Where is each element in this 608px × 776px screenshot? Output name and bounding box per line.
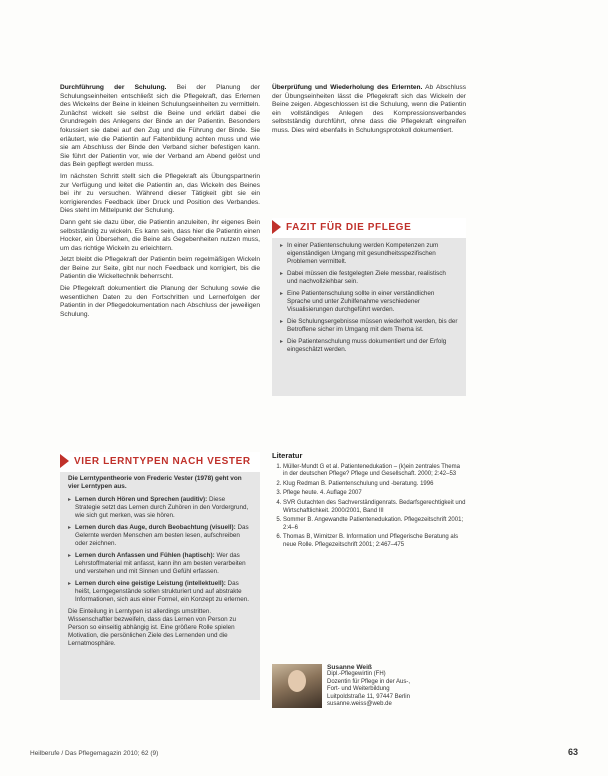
fazit-box: [272, 218, 466, 396]
fazit-heading: [272, 218, 466, 238]
list-item: [68, 496, 252, 520]
literature-item: 1. Müller-Mundt G et al. Patientenedukation – (k)ein zentrales Thema in der deutschen Pflege? Pflege und Gesellschaft. 2000; 2:42–53: [283, 464, 466, 479]
author-photo: [272, 664, 322, 708]
literature-heading: Literatur: [272, 451, 303, 460]
item-text: Das Gelernte werden Menschen am besten lesen, aufschreiben oder zeichnen.: [75, 524, 249, 547]
item-text: Diese Strategie setzt das Lernen durch Zuhören in den Vordergrund, wie sich gut merken, was sie hören.: [75, 496, 249, 519]
list-item: [68, 524, 252, 548]
literature-section: [272, 452, 466, 552]
author-line: Dipl.-Pflegewirtin (FH): [327, 671, 386, 678]
literature-item: 3. Pflege heute. 4. Auflage 2007: [283, 490, 466, 498]
paragraph-text: Ab Abschluss der Übungseinheiten lässt die Pflegekraft sich das Wickeln der Beine zeigen. Abgeschlossen ist die Schulung, wenn die Patientin ein vollständiges Anlegen des Kompressionsverbandes selbstständig durchführt, ohne dass die Pflegekraft eingreifen muss. Dies wird ebenfalls in Schulungsprotokoll dokumentiert.: [272, 84, 467, 134]
lerntypen-heading: [60, 452, 260, 472]
paragraph-lead: Überprüfung und Wiederholung des Erlernten.: [272, 84, 423, 91]
literature-item: 6. Thomas B, Wirnitzer B. Information und Pflegerische Beratung als neue Rolle. Pflegezeitschrift 2001; 2:467–475: [283, 534, 466, 549]
literature-item: 5. Sommer B. Angewandte Patientenedukation. Pflegezeitschrift 2001; 2:4–6: [283, 517, 466, 532]
paragraph: Jetzt bleibt die Pflegekraft der Patientin beim regelmäßigen Wickeln der Beine zur Seite, gibt nur noch Feedback und korrigiert, bis die Patientin die Wickeltechnik beherrscht.: [60, 256, 260, 281]
list-item: [68, 580, 252, 604]
lerntypen-box: [60, 452, 260, 700]
author-line: Fort- und Weiterbildung: [327, 686, 390, 693]
paragraph: Die Pflegekraft dokumentiert die Planung der Schulung sowie die wesentlichen Daten zu den Fortschritten und Lernerfolgen der Patientin in der Pflegedokumentation nach Abschluss der jeweiligen Schulung.: [60, 285, 260, 318]
lerntypen-intro: Die Lerntypentheorie von Frederic Vester (1978) geht von vier Lerntypen aus.: [68, 475, 242, 490]
author-name: Susanne Weiß: [327, 664, 372, 671]
author-box: [272, 664, 466, 708]
right-column-text: [272, 84, 466, 139]
item-lead: Lernen durch Anfassen und Fühlen (haptisch):: [75, 552, 215, 559]
lerntypen-outro: Die Einteilung in Lerntypen ist allerdings umstritten. Wissenschaftler bezweifeln, dass das Lernen von Person zu Person so einseitig abhängig ist. Eine größere Rolle spielen Motivation, die persönlichen Ziele des Lernenden und die Lernatmosphäre.: [68, 608, 237, 647]
list-item: ▸ Eine Patientenschulung sollte in einer verständlichen Sprache und unter Zuhilfenahme verschiedener Visualisierungen durchgeführt werden.: [280, 290, 458, 314]
paragraph-lead: Durchführung der Schulung.: [60, 84, 167, 91]
item-text: Wer das Lehrstoffmaterial mit anfasst, kann ihn am besten verarbeiten und verstehen und mit Sinnen und Gefühl erfassen.: [75, 552, 246, 575]
fazit-title: FAZIT FÜR DIE PFLEGE: [286, 221, 412, 233]
left-column-text: [60, 84, 260, 322]
list-item: ▸ Dabei müssen die festgelegten Ziele messbar, realistisch und nachvollziehbar sein.: [280, 270, 458, 286]
list-item: ▸ Die Patientenschulung muss dokumentiert und der Erfolg eingeschätzt werden.: [280, 338, 458, 354]
page-number: 63: [567, 747, 578, 757]
list-item: [68, 552, 252, 576]
paragraph: [60, 84, 260, 170]
literature-item: 2. Klug Redman B. Patientenschulung und -beratung. 1996: [283, 481, 466, 489]
literature-item: 4. SVR Gutachten des Sachverständigenrats. Bedarfsgerechtigkeit und Wirtschaftlichkeit. 2000/2001, Band III: [283, 500, 466, 515]
list-item: ▸ Die Schulungsergebnisse müssen wiederholt werden, bis der Betroffene sicher im Umgang mit dem Thema ist.: [280, 318, 458, 334]
author-email: susanne.weiss@web.de: [327, 701, 392, 708]
item-lead: Lernen durch Hören und Sprechen (auditiv):: [75, 496, 208, 503]
literature-list: [272, 464, 466, 550]
paragraph: Dann geht sie dazu über, die Patientin anzuleiten, ihr eigenes Bein selbstständig zu wickeln. Es kann sein, dass hier die Patientin einen Hocker, ein Übersehen, die Beine als Gegebenheiten nutzen muss, um das richtige Wickeln zu erleichtern.: [60, 218, 260, 252]
paragraph-text: Bei der Planung der Schulungseinheiten entschließt sich die Pflegekraft, das Erlernen des Wickelns der Beine in kleinen Schulungseinheiten zu vermitteln. Zunächst wickelt sie selbst die Beine und erklärt dabei die Grundregeln des Anlegens der Binde an der Patientin. Besonders fokussiert sie dabei auf den Zug und die Führung der Binde. Sie erläutert, wie die Patientin auf Faltenbildung achten muss und wie sie am Abschluss der Binde den Verband sicher befestigen kann. Sie führt der Patientin vor, wie der Verband am Abend gelöst und das Bein gepflegt werden muss.: [60, 84, 260, 169]
lerntypen-list: [68, 496, 252, 604]
fazit-list: [280, 242, 458, 354]
item-lead: Lernen durch das Auge, durch Beobachtung (visuell):: [75, 524, 236, 531]
lerntypen-title: VIER LERNTYPEN NACH VESTER: [74, 455, 251, 467]
item-text: Das heißt, Lerngegenstände sollen strukturiert und auf abstrakte Informationen, sich aus einer Formel, ein Konzept zu erlernen.: [75, 580, 249, 603]
list-item: ▸ In einer Patientenschulung werden Kompetenzen zum eigenständigen Umgang mit gesundheitsspezifischen Problemen vermittelt.: [280, 242, 458, 266]
item-lead: Lernen durch eine geistige Leistung (intellektuell):: [75, 580, 226, 587]
footer-journal: Heilberufe / Das Pflegemagazin 2010; 62 (9): [30, 750, 159, 757]
author-info: [327, 664, 410, 708]
author-line: Dozentin für Pflege in der Aus-,: [327, 678, 411, 685]
triangle-marker-icon: [272, 220, 281, 234]
paragraph: Im nächsten Schritt stellt sich die Pflegekraft als Übungspartnerin zur Verfügung und leitet die Patientin an, das Wickeln des Beines bei ihr zu versuchen. Während dieser Tätigkeit gibt sie ein korrigierendes Feedback über Druck und Position des Verbandes. Dies steht im Mittelpunkt der Schulung.: [60, 172, 260, 215]
page-footer: [30, 747, 578, 757]
paragraph: [272, 84, 466, 136]
triangle-marker-icon: [60, 454, 69, 468]
author-line: Luitpoldstraße 11, 97447 Berlin: [327, 693, 410, 700]
